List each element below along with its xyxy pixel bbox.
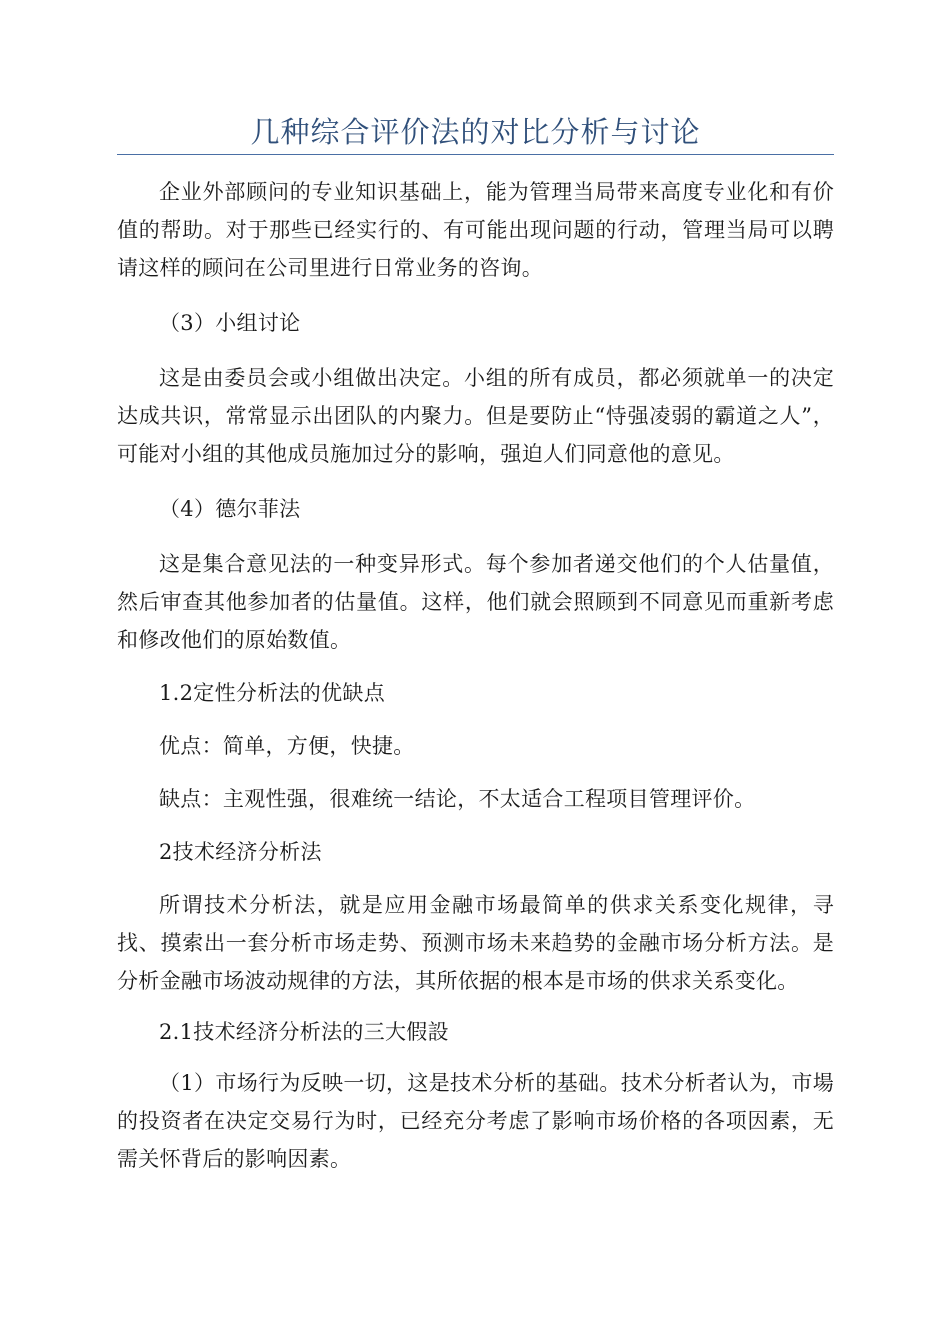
paragraph-disadvantages: 缺点：主观性强，很难统一结论，不太适合工程项目管理评价。 xyxy=(159,787,756,811)
heading-delphi-method: （4）德尔菲法 xyxy=(159,497,301,521)
heading-qualitative-pros-cons: 1.2定性分析法的优缺点 xyxy=(159,681,385,705)
document-body xyxy=(117,173,834,1178)
heading-technical-economic-analysis: 2技术经济分析法 xyxy=(159,840,322,864)
paragraph-group-discussion: 这是由委员会或小组做出决定。小组的所有成员，都必须就单一的决定达成共识，常常显示出团队的内聚力。但是要防止“恃强凌弱的霸道之人”，可能对小组的其他成员施加过分的影响，强迫人们同意他的意见。 xyxy=(117,366,834,466)
paragraph-technical-analysis: 所谓技术分析法，就是应用金融市场最简单的供求关系变化规律，寻找、摸索出一套分析市场走势、预测市场未来趋势的金融市场分析方法。是分析金融市场波动规律的方法，其所依据的根本是市场的供求关系变化。 xyxy=(117,893,834,993)
paragraph-delphi-method: 这是集合意见法的一种变异形式。每个参加者递交他们的个人估量值，然后审查其他参加者的估量值。这样，他们就会照顾到不同意见而重新考虑和修改他们的原始数值。 xyxy=(117,552,834,652)
document-title: 几种综合评价法的对比分析与讨论 xyxy=(250,115,701,149)
paragraph-market-behavior: （1）市场行为反映一切，这是技术分析的基础。技术分析者认为，市場的投资者在决定交易行为时，已经充分考虑了影响市场价格的各项因素，无需关怀背后的影响因素。 xyxy=(117,1071,834,1171)
title-underline xyxy=(117,154,834,155)
paragraph-external-consultant: 企业外部顾问的专业知识基础上，能为管理当局带来高度专业化和有价值的帮助。对于那些已经实行的、有可能出现问题的行动，管理当局可以聘请这样的顾问在公司里进行日常业务的咨询。 xyxy=(117,180,834,280)
heading-three-assumptions: 2.1技术经济分析法的三大假設 xyxy=(159,1020,449,1044)
heading-group-discussion: （3）小组讨论 xyxy=(159,311,301,335)
paragraph-advantages: 优点：简单，方便，快捷。 xyxy=(159,734,415,758)
